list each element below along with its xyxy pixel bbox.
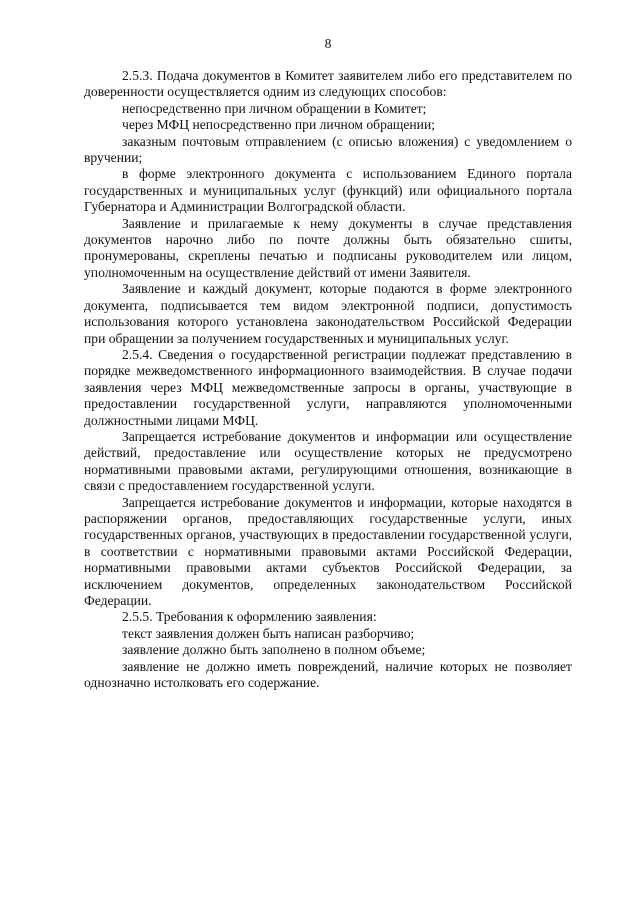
list-item: непосредственно при личном обращении в Комитет; (122, 100, 427, 116)
list-item: текст заявления должен быть написан разборчиво; (122, 625, 415, 641)
list-item: через МФЦ непосредственно при личном обращении; (122, 117, 436, 133)
page-number: 8 (324, 36, 332, 51)
list-item: заявление должно быть заполнено в полном объеме; (122, 642, 426, 658)
paragraph-2-5-3: 2.5.3. Подача документов в Комитет заявителем либо его представителем по доверенности осуществляется одним из следующих способов: (84, 68, 572, 100)
paragraph-2-5-5: 2.5.5. Требования к оформлению заявления: (122, 609, 377, 625)
list-item: заявление не должно иметь повреждений, наличие которых не позволяет однозначно истолковать его содержание. (84, 658, 572, 691)
body-text (84, 68, 572, 691)
paragraph: Запрещается истребование документов и информации, которые находятся в распоряжении органов, предоставляющих государственные услуги, иных государственных органов, участвующих в предоставлении государственной услуги, в соответствии с нормативными правовыми актами Российской Федерации, нормативными правовыми актами субъектов Российской Федерации, за исключением документов, определенных законодательством Российской Федерации. (84, 494, 572, 608)
paragraph-2-5-4: 2.5.4. Сведения о государственной регистрации подлежат представлению в порядке межведомственного информационного взаимодействия. В случае подачи заявления через МФЦ межведомственные запросы в органы, участвующие в предоставлении государственной услуги, направляются уполномоченными должностными лицами МФЦ. (84, 346, 572, 428)
paragraph: Заявление и прилагаемые к нему документы в случае представления документов нарочно либо по почте должны быть обязательно сшиты, пронумерованы, скреплены печатью и подписаны руководителем или лицом, уполномоченным на осуществление действий от имени Заявителя. (84, 215, 572, 280)
paragraph: Заявление и каждый документ, которые подаются в форме электронного документа, подписывается тем видом электронной подписи, допустимость использования которого установлена законодательством Российской Федерации при обращении за получением государственных и муниципальных услуг. (84, 281, 572, 346)
list-item: в форме электронного документа с использованием Единого портала государственных и муниципальных услуг (функций) или официального портала Губернатора и Администрации Волгоградской области. (84, 166, 572, 215)
paragraph: Запрещается истребование документов и информации или осуществление действий, предоставление или осуществление которых не предусмотрено нормативными правовыми актами, регулирующими отношения, возникающие в связи с предоставлением государственной услуги. (84, 428, 572, 494)
list-item: заказным почтовым отправлением (с описью вложения) с уведомлением о вручении; (84, 133, 572, 166)
